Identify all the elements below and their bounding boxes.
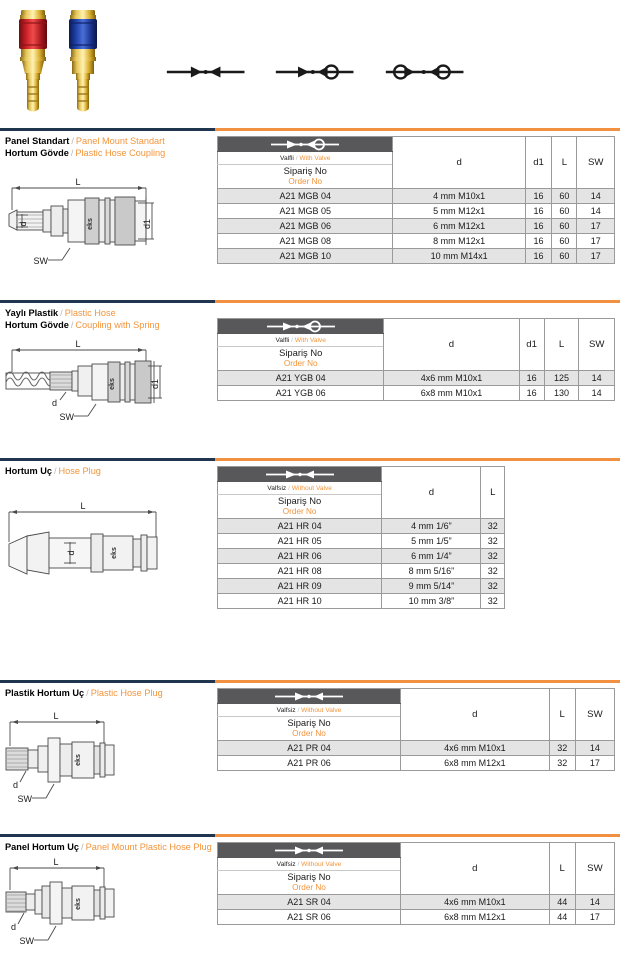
spec-table-panel-standart	[217, 136, 615, 264]
section-divider	[0, 834, 620, 838]
cell-L: 125	[544, 371, 579, 386]
section-title-en-1: Panel Mount Standart	[75, 136, 165, 146]
cell-d: 4x6 mm M10x1	[401, 741, 550, 756]
section-divider	[0, 300, 620, 304]
title-slash: /	[81, 842, 84, 852]
valve-label-sep: /	[288, 484, 290, 492]
col-header-SW: SW	[579, 319, 615, 371]
valve-label-cell	[218, 334, 384, 347]
dim-label-L: L	[75, 339, 81, 349]
valve-label-sep: /	[291, 336, 293, 344]
order-no-header	[218, 717, 401, 741]
table-row	[218, 534, 505, 549]
plastic-hose-coupling-with-spring-drawing	[4, 338, 179, 428]
cell-SW: 14	[579, 371, 615, 386]
symbol-plug-coupling	[274, 62, 355, 82]
spec-table-yayli-plastik	[217, 318, 615, 401]
cell-order-no: A21 MGB 06	[218, 219, 393, 234]
cell-SW: 17	[577, 249, 615, 264]
cell-d: 8 mm M12x1	[393, 234, 525, 249]
table-row	[218, 204, 615, 219]
cell-order-no: A21 MGB 05	[218, 204, 393, 219]
cell-L: 60	[552, 234, 577, 249]
order-no-tr: Sipariş No	[279, 347, 323, 358]
table-row	[218, 910, 615, 925]
table-row	[218, 579, 505, 594]
valve-label-tr: Valfsiz	[276, 706, 296, 714]
col-header-SW: SW	[575, 689, 614, 741]
order-no-tr: Sipariş No	[287, 871, 331, 882]
valve-symbol-cell	[218, 689, 401, 704]
symbol-plug-plug	[165, 62, 246, 82]
col-header-d1: d1	[519, 319, 544, 371]
section-title-tr-1: Plastik Hortum Uç	[5, 688, 85, 698]
cell-SW: 14	[579, 386, 615, 401]
cell-order-no: A21 MGB 10	[218, 249, 393, 264]
cell-order-no: A21 YGB 06	[218, 386, 384, 401]
cell-order-no: A21 HR 10	[218, 594, 382, 609]
section-title-en-1: Plastic Hose Plug	[90, 688, 163, 698]
valve-label-en: Without Valve	[291, 484, 332, 492]
cell-d: 4 mm 1/6”	[382, 519, 481, 534]
cell-L: 32	[481, 549, 505, 564]
col-header-L: L	[552, 137, 577, 189]
col-header-L: L	[544, 319, 579, 371]
section-title-en-1: Plastic Hose	[64, 308, 116, 318]
cell-SW: 14	[577, 204, 615, 219]
brand-mark: eks	[75, 754, 82, 766]
cell-d: 6x8 mm M10x1	[384, 386, 519, 401]
valve-label-en: Without Valve	[301, 860, 342, 868]
blue-coupler-photo	[62, 8, 104, 116]
valve-label-tr: Valfsiz	[276, 860, 296, 868]
order-no-en: Order No	[288, 176, 323, 186]
product-photo-strip	[0, 0, 135, 125]
table-row	[218, 519, 505, 534]
section-title-en-1: Hose Plug	[58, 466, 101, 476]
cell-d: 4 mm M10x1	[393, 189, 525, 204]
red-coupler-photo	[12, 8, 54, 116]
cell-d1: 16	[525, 249, 552, 264]
section-title-tr-1: Yaylı Plastik	[5, 308, 59, 318]
table-row	[218, 895, 615, 910]
cell-order-no: A21 YGB 04	[218, 371, 384, 386]
cell-order-no: A21 PR 04	[218, 741, 401, 756]
dim-label-SW: SW	[59, 412, 74, 422]
cell-d: 6x8 mm M12x1	[401, 756, 550, 771]
order-no-header	[218, 495, 382, 519]
cell-order-no: A21 HR 05	[218, 534, 382, 549]
cell-L: 44	[549, 895, 575, 910]
section-title	[5, 688, 163, 700]
cell-d: 10 mm M14x1	[393, 249, 525, 264]
cell-L: 32	[549, 741, 575, 756]
table-row	[218, 219, 615, 234]
valve-label-tr: Valfli	[280, 154, 294, 162]
col-header-d: d	[401, 689, 550, 741]
cell-L: 32	[481, 534, 505, 549]
dim-label-SW: SW	[33, 256, 48, 266]
order-no-tr: Sipariş No	[283, 165, 327, 176]
hose-plug-drawing	[4, 500, 179, 595]
valve-label-cell	[218, 704, 401, 717]
order-no-en: Order No	[292, 728, 326, 738]
cell-order-no: A21 HR 04	[218, 519, 382, 534]
section-title	[5, 136, 165, 159]
col-header-L: L	[549, 689, 575, 741]
section-title-tr-1: Hortum Uç	[5, 466, 52, 476]
dim-label-L: L	[75, 177, 81, 187]
cell-SW: 14	[577, 189, 615, 204]
order-no-en: Order No	[292, 882, 326, 892]
section-divider	[0, 128, 620, 132]
symbol-coupling-coupling	[384, 62, 465, 82]
dim-label-L: L	[53, 857, 59, 867]
cell-d: 8 mm 5/16”	[382, 564, 481, 579]
cell-order-no: A21 HR 08	[218, 564, 382, 579]
cell-d1: 16	[519, 386, 544, 401]
cell-d: 6x8 mm M12x1	[401, 910, 550, 925]
cell-d1: 16	[519, 371, 544, 386]
cell-L: 60	[552, 204, 577, 219]
section-divider	[0, 458, 620, 462]
cell-d: 4x6 mm M10x1	[401, 895, 550, 910]
table-row	[218, 756, 615, 771]
cell-d: 10 mm 3/8”	[382, 594, 481, 609]
col-header-d1: d1	[525, 137, 552, 189]
valve-label-cell	[218, 482, 382, 495]
section-title	[5, 842, 212, 854]
title-slash: /	[70, 147, 74, 158]
table-row	[218, 549, 505, 564]
dim-label-d: d	[10, 922, 16, 932]
valve-label-en: With Valve	[299, 154, 331, 162]
cell-L: 32	[481, 594, 505, 609]
cell-L: 60	[552, 189, 577, 204]
spec-table-hortum-uc	[217, 466, 505, 609]
dim-label-SW: SW	[17, 794, 32, 804]
order-no-en: Order No	[283, 358, 318, 368]
cell-order-no: A21 PR 06	[218, 756, 401, 771]
col-header-d: d	[384, 319, 519, 371]
order-no-tr: Sipariş No	[278, 495, 322, 506]
table-row	[218, 189, 615, 204]
valve-label-sep: /	[295, 154, 298, 162]
panel-mount-standard-coupling-drawing	[4, 170, 179, 280]
plastic-hose-plug-drawing	[4, 708, 134, 816]
dim-label-d: d	[51, 398, 57, 408]
cell-d1: 16	[525, 234, 552, 249]
col-header-SW: SW	[577, 137, 615, 189]
cell-d: 6 mm M12x1	[393, 219, 525, 234]
dim-label-d1: d1	[142, 218, 152, 230]
dim-label-d: d	[18, 221, 28, 227]
without-valve-symbol-icon	[262, 468, 338, 481]
cell-order-no: A21 MGB 04	[218, 189, 393, 204]
title-slash: /	[70, 319, 74, 330]
valve-label-en: Without Valve	[301, 706, 342, 714]
cell-L: 44	[549, 910, 575, 925]
col-header-SW: SW	[575, 843, 614, 895]
with-valve-symbol-icon	[263, 320, 339, 333]
cell-d: 9 mm 5/14”	[382, 579, 481, 594]
section-title	[5, 308, 160, 331]
cell-d1: 16	[525, 189, 552, 204]
valve-label-tr: Valfsiz	[267, 484, 287, 492]
cell-order-no: A21 MGB 08	[218, 234, 393, 249]
brand-mark: eks	[75, 898, 82, 910]
col-header-d: d	[393, 137, 525, 189]
dim-label-SW: SW	[19, 936, 34, 946]
section-title-tr-1: Panel Standart	[5, 136, 70, 146]
cell-SW: 17	[575, 756, 614, 771]
cell-d1: 16	[525, 219, 552, 234]
coupling-symbol-strip	[165, 52, 465, 92]
table-row	[218, 234, 615, 249]
with-valve-symbol-icon	[267, 138, 343, 151]
cell-SW: 17	[575, 910, 614, 925]
valve-symbol-cell	[218, 843, 401, 858]
without-valve-symbol-icon	[271, 844, 347, 857]
dim-label-L: L	[80, 501, 86, 511]
dim-label-d: d	[66, 550, 76, 556]
cell-L: 32	[481, 564, 505, 579]
col-header-L: L	[481, 467, 505, 519]
dim-label-d: d	[12, 780, 18, 790]
valve-label-tr: Valfli	[275, 336, 290, 344]
table-row	[218, 741, 615, 756]
cell-order-no: A21 SR 06	[218, 910, 401, 925]
spec-table-plastik-hortum-uc	[217, 688, 615, 771]
col-header-L: L	[549, 843, 575, 895]
cell-d1: 16	[525, 204, 552, 219]
cell-d: 5 mm 1/5”	[382, 534, 481, 549]
cell-L: 32	[549, 756, 575, 771]
title-slash: /	[60, 308, 63, 318]
cell-order-no: A21 HR 06	[218, 549, 382, 564]
spec-table-panel-hortum-uc	[217, 842, 615, 925]
cell-d: 4x6 mm M10x1	[384, 371, 519, 386]
title-slash: /	[71, 136, 74, 146]
valve-label-en: With Valve	[294, 336, 326, 344]
valve-label-cell	[218, 152, 393, 165]
cell-L: 60	[552, 219, 577, 234]
valve-symbol-cell	[218, 467, 382, 482]
col-header-d: d	[401, 843, 550, 895]
section-title-en-1: Panel Mount Plastic Hose Plug	[85, 842, 212, 852]
section-title-en-2: Coupling with Spring	[75, 319, 160, 330]
valve-symbol-cell	[218, 137, 393, 152]
table-row	[218, 386, 615, 401]
cell-order-no: A21 SR 04	[218, 895, 401, 910]
title-slash: /	[53, 466, 57, 476]
cell-L: 32	[481, 579, 505, 594]
title-slash: /	[86, 688, 89, 698]
order-no-tr: Sipariş No	[287, 717, 331, 728]
cell-SW: 14	[575, 741, 614, 756]
table-row	[218, 564, 505, 579]
dim-label-L: L	[53, 711, 59, 721]
valve-label-sep: /	[297, 860, 300, 868]
cell-order-no: A21 HR 09	[218, 579, 382, 594]
section-title-tr-2: Hortum Gövde	[5, 147, 69, 158]
valve-label-cell	[218, 858, 401, 871]
order-no-header	[218, 347, 384, 371]
cell-L: 32	[481, 519, 505, 534]
without-valve-symbol-icon	[271, 690, 347, 703]
section-title-tr-2: Hortum Gövde	[5, 319, 69, 330]
section-divider	[0, 680, 620, 684]
order-no-header	[218, 165, 393, 189]
valve-label-sep: /	[297, 706, 300, 714]
valve-symbol-cell	[218, 319, 384, 334]
section-title	[5, 466, 101, 478]
brand-mark: eks	[109, 378, 116, 390]
table-row	[218, 594, 505, 609]
brand-mark: eks	[111, 547, 118, 559]
cell-d: 5 mm M12x1	[393, 204, 525, 219]
section-title-tr-1: Panel Hortum Uç	[5, 842, 80, 852]
order-no-header	[218, 871, 401, 895]
cell-SW: 17	[577, 219, 615, 234]
cell-SW: 14	[575, 895, 614, 910]
section-title-en-2: Plastic Hose Coupling	[75, 147, 166, 158]
cell-SW: 17	[577, 234, 615, 249]
cell-L: 60	[552, 249, 577, 264]
table-row	[218, 249, 615, 264]
table-row	[218, 371, 615, 386]
panel-mount-plastic-hose-plug-drawing	[4, 856, 134, 956]
order-no-en: Order No	[282, 506, 317, 516]
dim-label-d1: d1	[150, 378, 160, 390]
col-header-d: d	[382, 467, 481, 519]
cell-L: 130	[544, 386, 579, 401]
cell-d: 6 mm 1/4”	[382, 549, 481, 564]
brand-mark: eks	[87, 218, 94, 230]
